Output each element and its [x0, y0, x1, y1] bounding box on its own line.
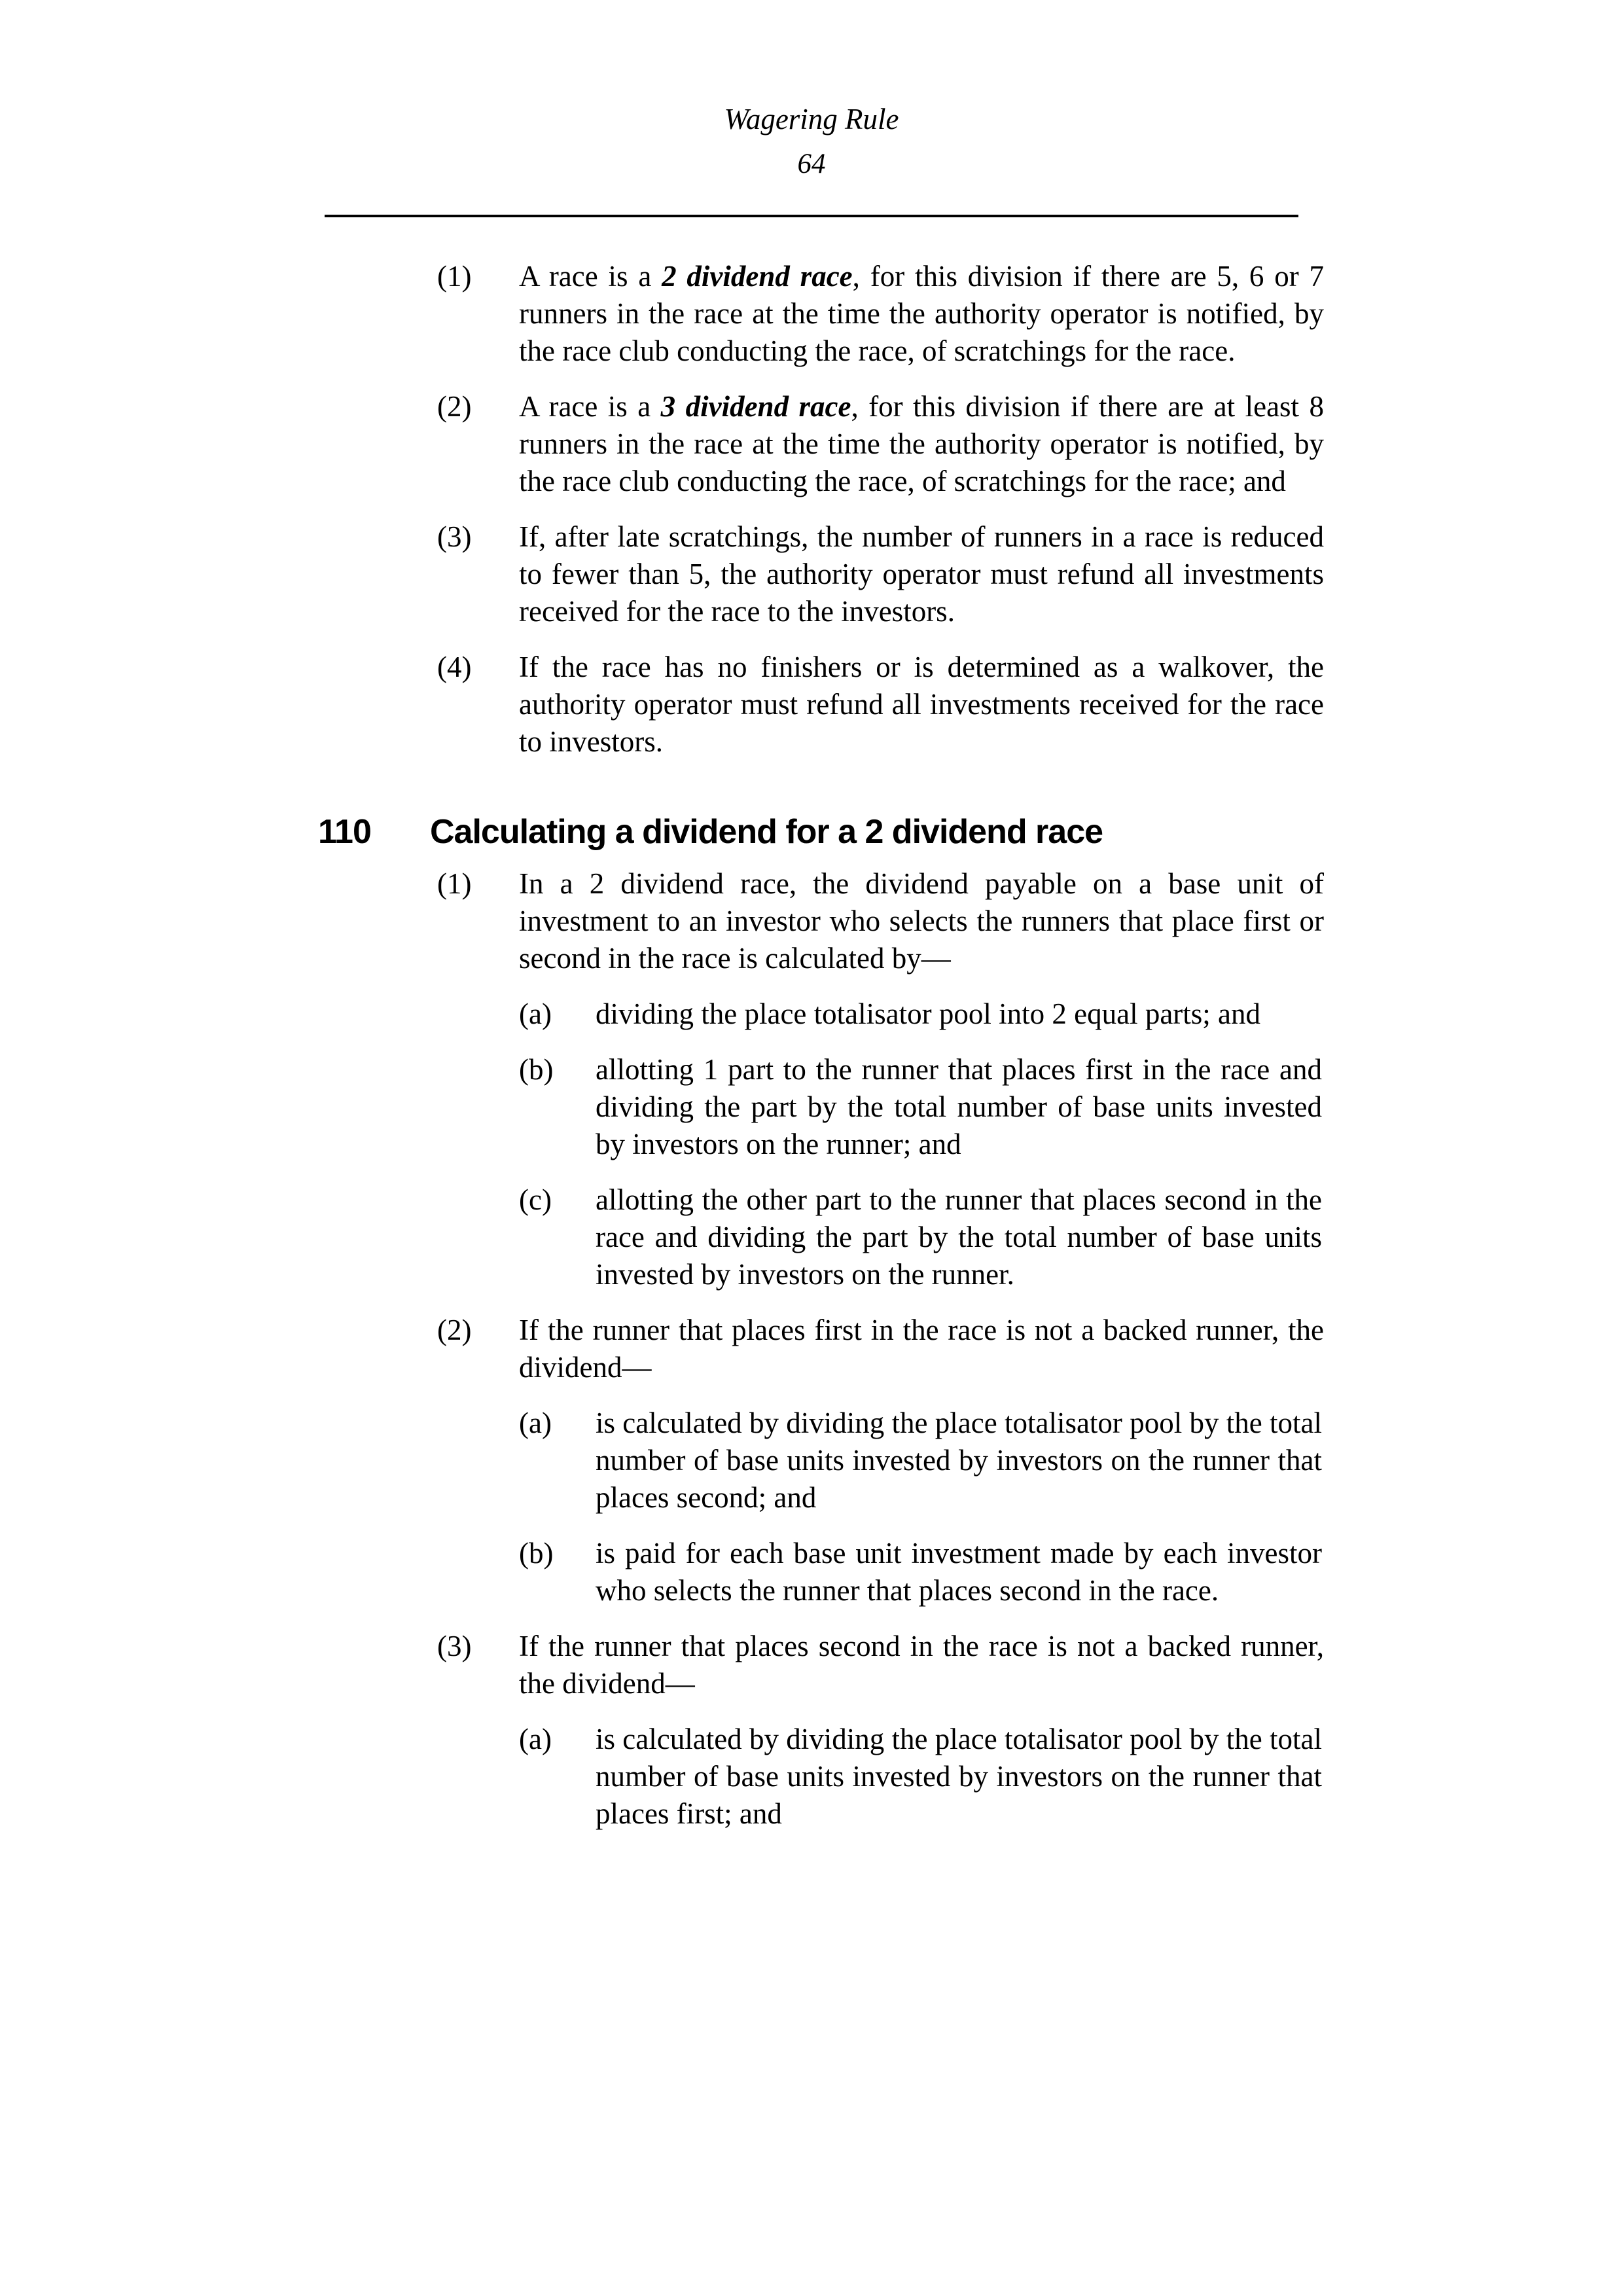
defined-term: 2 dividend race: [662, 260, 853, 293]
subclause-text: [596, 1051, 1322, 1163]
clause-text: [519, 649, 1324, 761]
text-segment: is calculated by dividing the place totalisator pool by the total number of base units invested by investors on the runner that places second; and: [596, 1407, 1322, 1514]
header-divider: [325, 215, 1298, 217]
subclause-number: (c): [519, 1183, 552, 1216]
clause-number: (1): [437, 260, 472, 293]
text-segment: If the runner that places second in the race is not a backed runner, the dividend—: [519, 1630, 1324, 1700]
clause-row: [437, 649, 1623, 761]
clause-number: (2): [437, 390, 472, 423]
clause-text: [519, 1628, 1324, 1702]
clause-number: (1): [437, 867, 472, 900]
section-title: Calculating a dividend for a 2 dividend race: [430, 813, 1103, 851]
clause-text: [519, 518, 1324, 630]
clause-row: [437, 865, 1623, 977]
subclause-row: [519, 1721, 1623, 1833]
subclause-text: [596, 996, 1322, 1033]
subclause-row: [519, 1535, 1623, 1609]
subclause-number: (a): [519, 997, 552, 1030]
subclause-row: [519, 1051, 1623, 1163]
subclause-text: [596, 1181, 1322, 1293]
clause-row: [437, 518, 1623, 630]
text-segment: If the runner that places first in the race is not a backed runner, the dividend—: [519, 1314, 1324, 1384]
clause-row: [437, 388, 1623, 500]
subclause-number: (b): [519, 1053, 554, 1086]
text-segment: dividing the place totalisator pool into 2 equal parts; and: [596, 997, 1261, 1030]
clause-row: [437, 1628, 1623, 1702]
defined-term: 3 dividend race: [660, 390, 851, 423]
clause-text: [519, 388, 1324, 500]
text-segment: allotting the other part to the runner that places second in the race and dividing the part by the total number of base units invested by investors on the runner.: [596, 1183, 1322, 1291]
text-segment: , for this division if there are at least 8 runners in the race at the time the authority operator is notified, by the race club conducting the race, of scratchings for the race; and: [519, 390, 1324, 497]
document-title: Wagering Rule: [724, 103, 899, 135]
text-segment: A race is a: [519, 260, 662, 293]
text-segment: is paid for each base unit investment made by each investor who selects the runner that places second in the race.: [596, 1537, 1322, 1607]
text-segment: is calculated by dividing the place totalisator pool by the total number of base units invested by investors on the runner that places first; and: [596, 1723, 1322, 1830]
page-header: [0, 0, 1623, 217]
clause-text: [519, 1312, 1324, 1386]
clause-number: (4): [437, 651, 472, 683]
text-segment: If the race has no finishers or is determined as a walkover, the authority operator must refund all investments received for the race to investors.: [519, 651, 1324, 758]
subclause-text: [596, 1535, 1322, 1609]
text-segment: , for this division if there are 5, 6 or 7 runners in the race at the time the authority operator is notified, by the race club conducting the race, of scratchings for the race.: [519, 260, 1324, 367]
subclause-text: [596, 1405, 1322, 1516]
page-number: 64: [797, 149, 826, 179]
clause-number: (2): [437, 1314, 472, 1346]
text-segment: A race is a: [519, 390, 661, 423]
clause-text: [519, 865, 1324, 977]
text-segment: allotting 1 part to the runner that places first in the race and dividing the part by the total number of base units invested by investors on the runner; and: [596, 1053, 1322, 1160]
document-body: [0, 258, 1623, 1833]
clause-text: [519, 258, 1324, 370]
clause-row: [437, 1312, 1623, 1386]
subclause-row: [519, 1405, 1623, 1516]
clause-number: (3): [437, 520, 472, 553]
clause-row: [437, 258, 1623, 370]
clause-number: (3): [437, 1630, 472, 1662]
subclause-number: (a): [519, 1407, 552, 1439]
text-segment: In a 2 dividend race, the dividend payable on a base unit of investment to an investor who selects the runners that place first or second in the race is calculated by—: [519, 867, 1324, 975]
subclause-row: [519, 1181, 1623, 1293]
subclause-number: (b): [519, 1537, 554, 1570]
text-segment: If, after late scratchings, the number of runners in a race is reduced to fewer than 5, the authority operator must refund all investments received for the race to the investors.: [519, 520, 1324, 628]
section-heading: [318, 813, 1623, 851]
section-number: 110: [318, 813, 371, 851]
subclause-row: [519, 996, 1623, 1033]
subclause-text: [596, 1721, 1322, 1833]
subclause-number: (a): [519, 1723, 552, 1755]
